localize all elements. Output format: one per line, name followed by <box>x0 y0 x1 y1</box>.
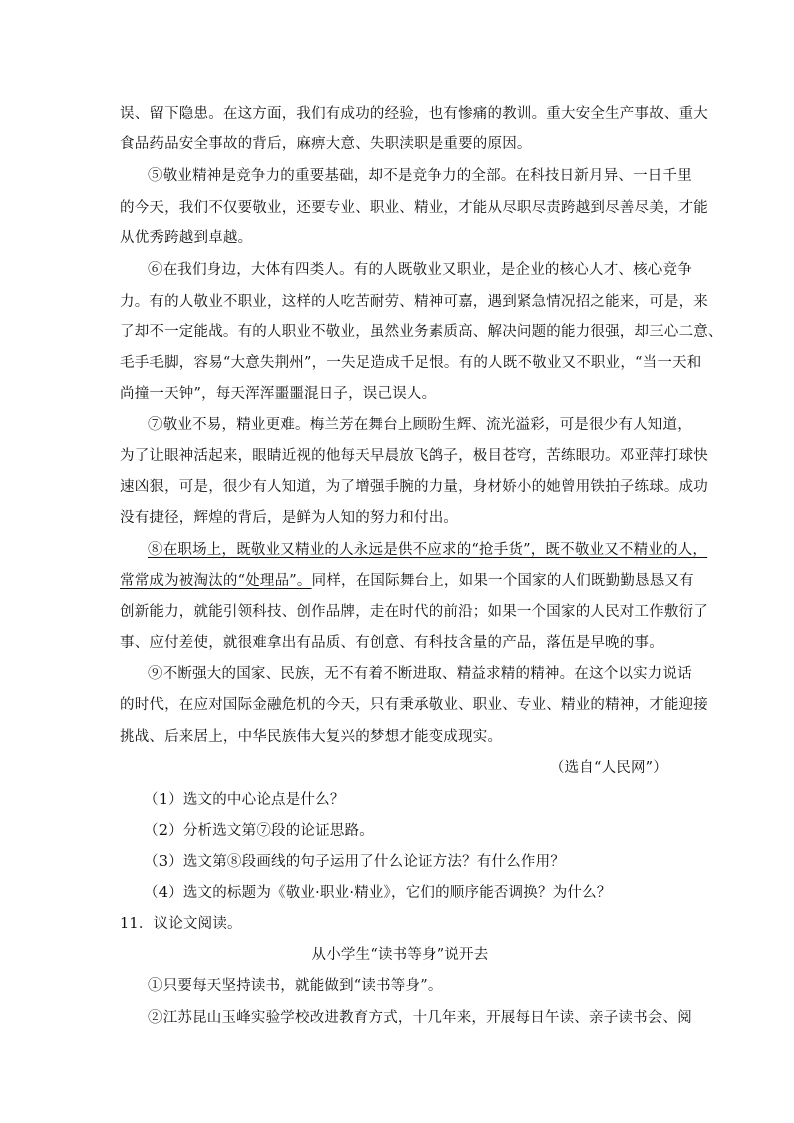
paragraph-line: 尚撞一天钟”，每天浑浑噩噩混日子，误己误人。 <box>120 386 437 402</box>
underlined-sentence: 常常成为被淘汰的“处理品”。 <box>120 573 312 589</box>
paragraph-line: 的今天，我们不仅要敬业，还要专业、职业、精业，才能从尽职尽责跨越到尽善尽美，才能 <box>120 200 708 216</box>
paragraph-line: 速凶狠，可是，很少有人知道，为了增强手腕的力量，身材娇小的她曾用铁拍子练球。成功 <box>120 479 708 495</box>
question-3: （3）选文第⑧段画线的句子运用了什么论证方法？有什么作用？ <box>144 854 566 870</box>
paragraph-line: 食品药品安全事故的背后，麻痹大意、失职渎职是重要的原因。 <box>120 136 532 152</box>
paragraph-line: 了却不一定能战。有的人职业不敬业，虽然业务素质高、解决问题的能力很强，却三心二意、 <box>120 324 723 340</box>
paragraph-line: 从优秀跨越到卓越。 <box>120 230 253 246</box>
paragraph-2: ②江苏昆山玉峰实验学校改进教育方式，十几年来，开展每日午读、亲子读书会、阅 <box>148 1010 692 1026</box>
paragraph-6: ⑥在我们身边，大体有四类人。有的人既敬业又职业，是企业的核心人才、核心竞争 <box>148 262 692 278</box>
question-1: （1）选文的中心论点是什么？ <box>144 792 345 808</box>
paragraph-7: ⑦敬业不易，精业更难。梅兰芳在舞台上顾盼生辉、流光溢彩，可是很少有人知道， <box>148 417 692 433</box>
paragraph-line: 的时代，在应对国际金融危机的今天，只有秉承敬业、职业、专业、精业的精神，才能迎接 <box>120 697 708 713</box>
section-heading: 11．议论文阅读。 <box>120 916 242 932</box>
paragraph-line-mixed <box>120 571 694 591</box>
paragraph-line: 挑战、后来居上，中华民族伟大复兴的梦想才能变成现实。 <box>120 729 503 745</box>
paragraph-8-underlined: ⑧在职场上，既敬业又精业的人永远是供不应求的“抢手货”，既不敬业又不精业的人， <box>148 542 708 558</box>
paragraph-line: 创新能力，就能引领科技、创作品牌，走在时代的前沿；如果一个国家的人民对工作敷衍了 <box>120 604 708 620</box>
paragraph-line: 误、留下隐患。在这方面，我们有成功的经验，也有惨痛的教训。重大安全生产事故、重大 <box>120 106 708 122</box>
paragraph-line: 事、应付差使，就很难拿出有品质、有创意、有科技含量的产品，落伍是早晚的事。 <box>120 635 664 651</box>
question-2: （2）分析选文第⑦段的论证思路。 <box>144 823 374 839</box>
paragraph-9: ⑨不断强大的国家、民族，无不有着不断进取、精益求精的精神。在这个以实力说话 <box>148 666 692 682</box>
paragraph-line: 毛手毛脚，容易“大意失荆州”，一失足造成千足恨。有的人既不敬业又不职业，“当一天和 <box>120 355 702 371</box>
question-4: （4）选文的标题为《敬业·职业·精业》，它们的顺序能否调换？为什么？ <box>144 885 612 901</box>
paragraph-line: 没有捷径，辉煌的背后，是鲜为人知的努力和付出。 <box>120 510 459 526</box>
paragraph-5: ⑤敬业精神是竞争力的重要基础，却不是竞争力的全部。在科技日新月异、一日千里 <box>148 168 692 184</box>
paragraph-line: 力。有的人敬业不职业，这样的人吃苦耐劳、精神可嘉，遇到紧急情况招之能来，可是，来 <box>120 294 708 310</box>
paragraph-line: 为了让眼神活起来，眼睛近视的他每天早晨放飞鸽子，极目苍穹，苦练眼功。邓亚萍打球快 <box>120 448 708 464</box>
paragraph-1: ①只要每天坚持读书，就能做到“读书等身”。 <box>148 978 443 994</box>
source-attribution: （选自“人民网”） <box>549 760 668 776</box>
article-title: 从小学生“读书等身”说开去 <box>311 947 489 963</box>
plain-text: 同样，在国际舞台上，如果一个国家的人们既勤勤恳恳又有 <box>311 573 694 589</box>
